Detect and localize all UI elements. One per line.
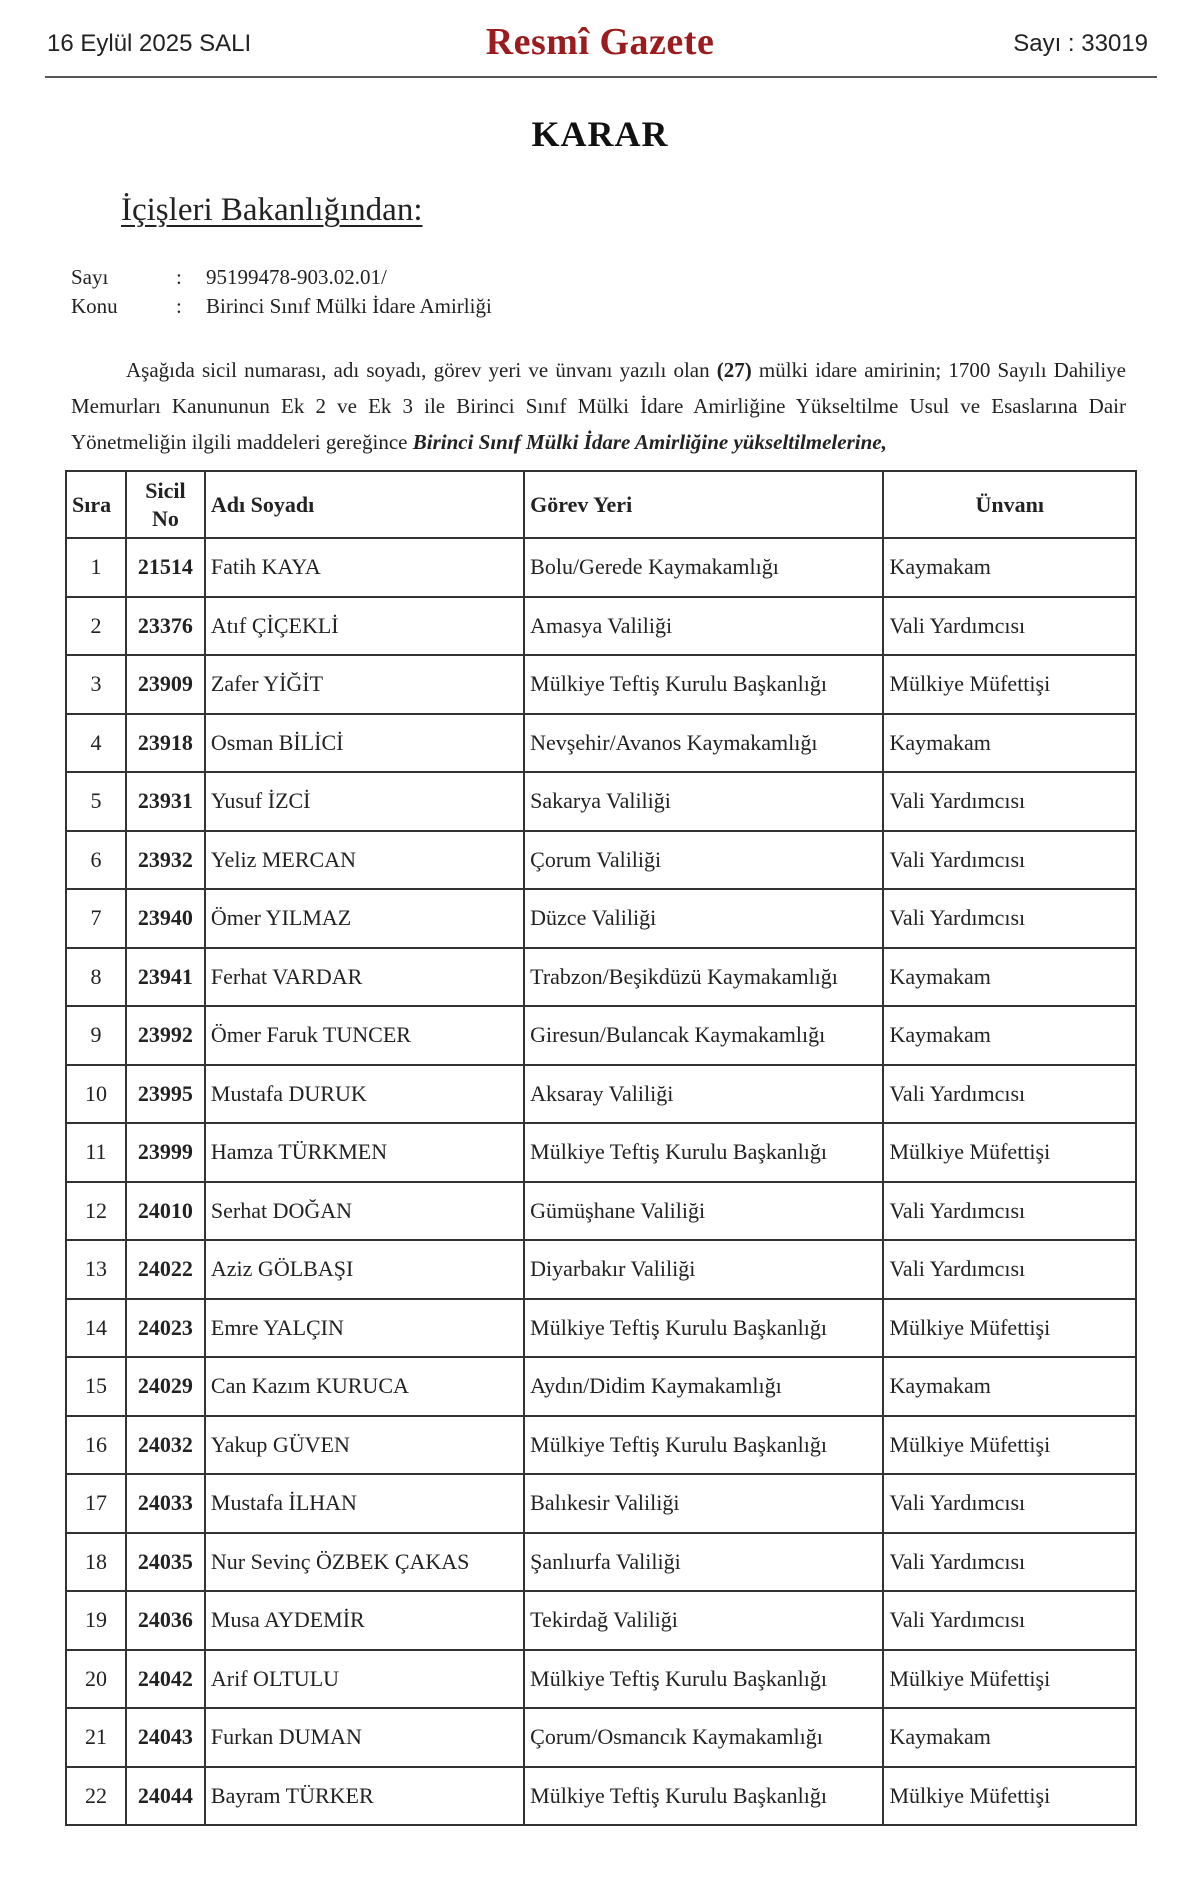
cell-sicil-no: 24032 — [126, 1416, 205, 1475]
paragraph-text-1: Aşağıda sicil numarası, adı soyadı, görev yeri ve ünvanı yazılı olan — [126, 358, 717, 382]
cell-adi-soyadi: Yakup GÜVEN — [205, 1416, 524, 1475]
cell-unvani: Vali Yardımcısı — [883, 1240, 1136, 1299]
table-row — [66, 1533, 1136, 1592]
cell-sicil-no: 24023 — [126, 1299, 205, 1358]
cell-gorev-yeri: Düzce Valiliği — [524, 889, 883, 948]
table-row — [66, 1474, 1136, 1533]
table-row — [66, 1767, 1136, 1826]
cell-sicil-no: 24010 — [126, 1182, 205, 1241]
issuing-ministry: İçişleri Bakanlığından: — [121, 192, 423, 228]
cell-sicil-no: 24036 — [126, 1591, 205, 1650]
meta-konu-value: Birinci Sınıf Mülki İdare Amirliği — [206, 294, 492, 318]
cell-adi-soyadi: Ömer YILMAZ — [205, 889, 524, 948]
cell-sira: 4 — [66, 714, 126, 773]
table-row — [66, 1299, 1136, 1358]
cell-gorev-yeri: Mülkiye Teftiş Kurulu Başkanlığı — [524, 1650, 883, 1709]
cell-unvani: Kaymakam — [883, 714, 1136, 773]
table-row — [66, 1357, 1136, 1416]
cell-sira: 14 — [66, 1299, 126, 1358]
cell-sicil-no: 24044 — [126, 1767, 205, 1826]
table-header-row — [66, 471, 1136, 538]
table-row — [66, 655, 1136, 714]
cell-adi-soyadi: Fatih KAYA — [205, 538, 524, 597]
col-header-sicil-line2: No — [151, 505, 179, 531]
table-row — [66, 831, 1136, 890]
paragraph-text-2: mülki idare amirinin; 1700 Sayılı Dahiliye Memurları Kanununun Ek 2 ve Ek 3 ile Birinci Sınıf Mülki İdare Amirliğine Yükseltilme Usul ve Esaslarına Dair Yönetmeliğin ilgili maddeleri gereğince — [71, 358, 1126, 454]
cell-sira: 8 — [66, 948, 126, 1007]
cell-unvani: Mülkiye Müfettişi — [883, 655, 1136, 714]
cell-unvani: Vali Yardımcısı — [883, 831, 1136, 890]
cell-sicil-no: 24033 — [126, 1474, 205, 1533]
cell-adi-soyadi: Ferhat VARDAR — [205, 948, 524, 1007]
cell-adi-soyadi: Musa AYDEMİR — [205, 1591, 524, 1650]
cell-sira: 11 — [66, 1123, 126, 1182]
table-row — [66, 714, 1136, 773]
cell-sira: 22 — [66, 1767, 126, 1826]
col-header-sira: Sıra — [66, 471, 126, 538]
meta-sayi-row — [71, 265, 387, 290]
cell-unvani: Kaymakam — [883, 1006, 1136, 1065]
cell-sira: 6 — [66, 831, 126, 890]
cell-gorev-yeri: Nevşehir/Avanos Kaymakamlığı — [524, 714, 883, 773]
cell-unvani: Kaymakam — [883, 948, 1136, 1007]
cell-adi-soyadi: Arif OLTULU — [205, 1650, 524, 1709]
table-row — [66, 948, 1136, 1007]
table-row — [66, 1006, 1136, 1065]
cell-gorev-yeri: Sakarya Valiliği — [524, 772, 883, 831]
col-header-unvani: Ünvanı — [883, 471, 1136, 538]
table-row — [66, 889, 1136, 948]
cell-adi-soyadi: Emre YALÇIN — [205, 1299, 524, 1358]
issue-number: Sayı : 33019 — [1013, 30, 1148, 57]
table-row — [66, 1591, 1136, 1650]
cell-sira: 20 — [66, 1650, 126, 1709]
cell-sira: 10 — [66, 1065, 126, 1124]
cell-sicil-no: 23940 — [126, 889, 205, 948]
cell-gorev-yeri: Şanlıurfa Valiliği — [524, 1533, 883, 1592]
cell-sicil-no: 23909 — [126, 655, 205, 714]
cell-unvani: Mülkiye Müfettişi — [883, 1650, 1136, 1709]
gazette-title: Resmî Gazete — [485, 21, 715, 63]
cell-adi-soyadi: Can Kazım KURUCA — [205, 1357, 524, 1416]
cell-sicil-no: 23999 — [126, 1123, 205, 1182]
cell-adi-soyadi: Osman BİLİCİ — [205, 714, 524, 773]
table-row — [66, 1240, 1136, 1299]
cell-sira: 18 — [66, 1533, 126, 1592]
cell-adi-soyadi: Zafer YİĞİT — [205, 655, 524, 714]
cell-gorev-yeri: Trabzon/Beşikdüzü Kaymakamlığı — [524, 948, 883, 1007]
cell-adi-soyadi: Yeliz MERCAN — [205, 831, 524, 890]
cell-gorev-yeri: Diyarbakır Valiliği — [524, 1240, 883, 1299]
cell-adi-soyadi: Atıf ÇİÇEKLİ — [205, 597, 524, 656]
cell-sira: 2 — [66, 597, 126, 656]
cell-unvani: Mülkiye Müfettişi — [883, 1123, 1136, 1182]
cell-sicil-no: 23992 — [126, 1006, 205, 1065]
cell-unvani: Kaymakam — [883, 1708, 1136, 1767]
table-row — [66, 1182, 1136, 1241]
cell-adi-soyadi: Mustafa DURUK — [205, 1065, 524, 1124]
meta-sayi-value: 95199478-903.02.01/ — [206, 265, 387, 289]
decision-paragraph — [71, 352, 1126, 460]
cell-unvani: Kaymakam — [883, 1357, 1136, 1416]
paragraph-emphasis: Birinci Sınıf Mülki İdare Amirliğine yükseltilmelerine, — [412, 430, 887, 454]
cell-adi-soyadi: Bayram TÜRKER — [205, 1767, 524, 1826]
cell-gorev-yeri: Mülkiye Teftiş Kurulu Başkanlığı — [524, 1123, 883, 1182]
cell-unvani: Vali Yardımcısı — [883, 772, 1136, 831]
cell-unvani: Vali Yardımcısı — [883, 1474, 1136, 1533]
cell-adi-soyadi: Furkan DUMAN — [205, 1708, 524, 1767]
cell-sicil-no: 23931 — [126, 772, 205, 831]
col-header-gorev-yeri: Görev Yeri — [524, 471, 883, 538]
cell-sira: 5 — [66, 772, 126, 831]
cell-gorev-yeri: Mülkiye Teftiş Kurulu Başkanlığı — [524, 1299, 883, 1358]
col-header-sicil-line1: Sicil — [145, 477, 186, 503]
cell-sicil-no: 23376 — [126, 597, 205, 656]
cell-sira: 1 — [66, 538, 126, 597]
cell-sicil-no: 24022 — [126, 1240, 205, 1299]
cell-adi-soyadi: Ömer Faruk TUNCER — [205, 1006, 524, 1065]
cell-sicil-no: 23995 — [126, 1065, 205, 1124]
meta-konu-row — [71, 294, 492, 319]
cell-unvani: Kaymakam — [883, 538, 1136, 597]
cell-gorev-yeri: Çorum Valiliği — [524, 831, 883, 890]
cell-sicil-no: 24029 — [126, 1357, 205, 1416]
cell-gorev-yeri: Aydın/Didim Kaymakamlığı — [524, 1357, 883, 1416]
cell-unvani: Vali Yardımcısı — [883, 597, 1136, 656]
cell-gorev-yeri: Amasya Valiliği — [524, 597, 883, 656]
cell-adi-soyadi: Serhat DOĞAN — [205, 1182, 524, 1241]
header-divider — [45, 76, 1157, 78]
cell-unvani: Mülkiye Müfettişi — [883, 1767, 1136, 1826]
table-row — [66, 1123, 1136, 1182]
cell-adi-soyadi: Yusuf İZCİ — [205, 772, 524, 831]
cell-sicil-no: 24042 — [126, 1650, 205, 1709]
meta-separator: : — [176, 294, 182, 318]
issue-date: 16 Eylül 2025 SALI — [47, 30, 252, 57]
cell-unvani: Vali Yardımcısı — [883, 1065, 1136, 1124]
cell-sicil-no: 23932 — [126, 831, 205, 890]
cell-unvani: Vali Yardımcısı — [883, 1533, 1136, 1592]
cell-gorev-yeri: Aksaray Valiliği — [524, 1065, 883, 1124]
cell-adi-soyadi: Hamza TÜRKMEN — [205, 1123, 524, 1182]
table-row — [66, 772, 1136, 831]
cell-adi-soyadi: Mustafa İLHAN — [205, 1474, 524, 1533]
cell-gorev-yeri: Çorum/Osmancık Kaymakamlığı — [524, 1708, 883, 1767]
cell-sira: 7 — [66, 889, 126, 948]
meta-sayi-label: Sayı — [71, 265, 109, 289]
promotion-table — [65, 470, 1137, 1826]
cell-sira: 12 — [66, 1182, 126, 1241]
cell-sira: 21 — [66, 1708, 126, 1767]
cell-sira: 3 — [66, 655, 126, 714]
cell-gorev-yeri: Mülkiye Teftiş Kurulu Başkanlığı — [524, 1767, 883, 1826]
cell-gorev-yeri: Balıkesir Valiliği — [524, 1474, 883, 1533]
col-header-adi-soyadi: Adı Soyadı — [205, 471, 524, 538]
meta-separator: : — [176, 265, 182, 289]
paragraph-count: (27) — [716, 358, 752, 382]
cell-sira: 16 — [66, 1416, 126, 1475]
cell-unvani: Mülkiye Müfettişi — [883, 1299, 1136, 1358]
meta-konu-label: Konu — [71, 294, 118, 318]
cell-sicil-no: 23918 — [126, 714, 205, 773]
cell-adi-soyadi: Nur Sevinç ÖZBEK ÇAKAS — [205, 1533, 524, 1592]
table-row — [66, 1708, 1136, 1767]
document-heading: KARAR — [531, 114, 669, 154]
table-row — [66, 1416, 1136, 1475]
cell-gorev-yeri: Giresun/Bulancak Kaymakamlığı — [524, 1006, 883, 1065]
cell-gorev-yeri: Bolu/Gerede Kaymakamlığı — [524, 538, 883, 597]
cell-adi-soyadi: Aziz GÖLBAŞI — [205, 1240, 524, 1299]
cell-gorev-yeri: Tekirdağ Valiliği — [524, 1591, 883, 1650]
cell-gorev-yeri: Gümüşhane Valiliği — [524, 1182, 883, 1241]
cell-unvani: Vali Yardımcısı — [883, 1591, 1136, 1650]
cell-sicil-no: 21514 — [126, 538, 205, 597]
cell-sicil-no: 24043 — [126, 1708, 205, 1767]
cell-gorev-yeri: Mülkiye Teftiş Kurulu Başkanlığı — [524, 655, 883, 714]
cell-sira: 19 — [66, 1591, 126, 1650]
cell-unvani: Vali Yardımcısı — [883, 1182, 1136, 1241]
col-header-sicil — [126, 471, 205, 538]
cell-gorev-yeri: Mülkiye Teftiş Kurulu Başkanlığı — [524, 1416, 883, 1475]
cell-sira: 9 — [66, 1006, 126, 1065]
table-row — [66, 538, 1136, 597]
cell-sira: 13 — [66, 1240, 126, 1299]
cell-unvani: Vali Yardımcısı — [883, 889, 1136, 948]
cell-sira: 15 — [66, 1357, 126, 1416]
cell-sira: 17 — [66, 1474, 126, 1533]
cell-sicil-no: 23941 — [126, 948, 205, 1007]
table-row — [66, 597, 1136, 656]
cell-sicil-no: 24035 — [126, 1533, 205, 1592]
table-row — [66, 1065, 1136, 1124]
cell-unvani: Mülkiye Müfettişi — [883, 1416, 1136, 1475]
table-row — [66, 1650, 1136, 1709]
